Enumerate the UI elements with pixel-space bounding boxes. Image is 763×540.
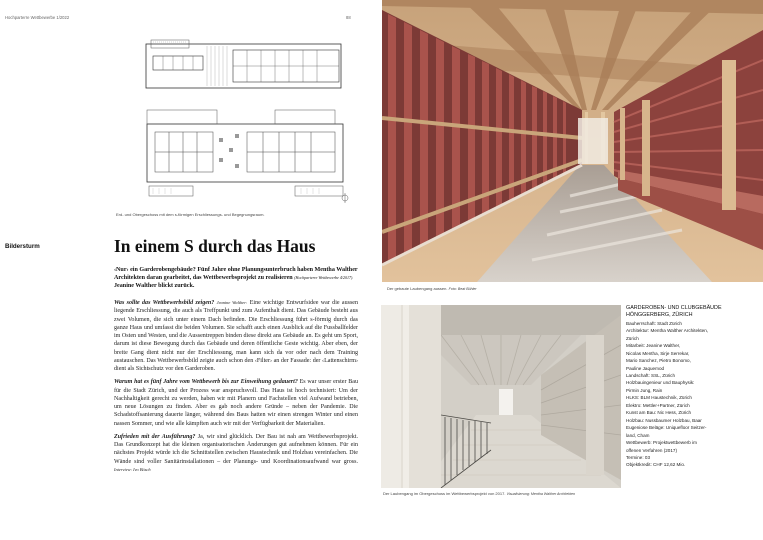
caption-credit: Visualisierung: Mentha Walther Architekten xyxy=(506,492,576,496)
plans-caption: Erd- und Obergeschoss mit dem s-förmigen Erschliessungs- und Begegnungsraum. xyxy=(116,212,265,217)
project-heading-2: HÖNGGERBERG, ZÜRICH xyxy=(626,312,693,319)
article-body xyxy=(114,299,358,479)
project-info xyxy=(626,305,758,469)
question: Zufrieden mit der Ausführung? xyxy=(114,433,196,440)
info-line: Termine: 03 xyxy=(626,454,650,460)
info-line: Zürich xyxy=(626,335,639,341)
render-competition-gallery xyxy=(381,305,621,488)
qa-2 xyxy=(114,378,358,428)
project-heading-1: GARDEROBEN- UND CLUBGEBÄUDE xyxy=(626,305,722,311)
top-photo-caption xyxy=(387,286,477,291)
info-line: Elektro: Mettler+Partner, Zürich xyxy=(626,402,690,408)
caption-text: Der gebaute Laubengang aussen. xyxy=(387,286,448,291)
running-header: Hochparterre Wettbewerbe 1/2022 xyxy=(5,15,70,20)
qa-1 xyxy=(114,299,358,373)
photo-built-gallery xyxy=(382,0,763,282)
question: Was sollte das Wettbewerbsbild zeigen? xyxy=(114,300,215,306)
qa-3 xyxy=(114,433,358,474)
section-tag: Bildersturm xyxy=(5,243,40,250)
info-line: HLKS: BLM Haustechnik, Zürich xyxy=(626,395,692,401)
caption-credit: Foto: Beat Bühler xyxy=(448,287,477,291)
bottom-render-caption xyxy=(383,491,575,496)
info-line: Wettbewerb: Projektwettbewerb im xyxy=(626,440,697,446)
article-lead xyxy=(114,266,358,291)
lead-text: ‹Nur› ein Garderobengebäude? Fünf Jahre ohne Planungsunterbruch haben Mentha Walther Architekten daran gearbeitet, das Wettbewerbsprojekt zu realisieren xyxy=(114,267,358,282)
article-title: In einem S durch das Haus xyxy=(114,236,316,256)
info-line: Landschaft: SSL, Zürich xyxy=(626,372,676,378)
page-number: 88 xyxy=(346,15,351,20)
speaker: Jeanine Walther: xyxy=(216,300,248,305)
info-line: Mario Sanchez, Pietro Bonomo, xyxy=(626,358,691,364)
info-line: Bauherrschaft: Stadt Zürich xyxy=(626,320,682,326)
info-line: Objektkredit: CHF 12,62 Mio. xyxy=(626,462,686,468)
info-line: Holzbau: Nussbaumer Holzbau, Baar xyxy=(626,417,702,423)
info-line: Nicolas Mentha, Sirje Serrekar, xyxy=(626,350,690,356)
caption-text: Der Laubengang im Obergeschoss im Wettbewerbsprojekt von 2017. xyxy=(383,491,506,496)
lead-source: (Hochparterre Wettbewerbe 4/2017). xyxy=(294,275,354,281)
interview-credit: Interview: Ivo Bösch xyxy=(114,466,151,472)
answer: Es war unser erster Bau für die Stadt Zürich, und der Prozess war anspruchsvoll. Das Haus ist hoch technisiert: Um der Nachhaltigkeit gerecht zu werden, haben wir mit Planern und Fachstellen viel Aufwand betrieben, um neue Lösungen zu finden. Aber es gab noch andere Gründe – neben der Pandemie. Die Schadstoffsanierung dauerte länger, während des Baus hatten wir einen strengen Winter und einen nassen Sommer, und wie alle kämpften auch wir mit der Verfügbarkeit der Materialien. xyxy=(114,379,358,427)
lead-author: Jeanine Walther blickt zurück. xyxy=(114,283,195,290)
info-line: Pauline Jaquemod xyxy=(626,365,665,371)
info-line: Pirmin Jung, Rain xyxy=(626,387,663,393)
floor-plan-ground xyxy=(145,104,353,204)
info-line: offenen Verfahren (2017) xyxy=(626,447,677,453)
answer: Eine wichtige Entwurfsidee war die aussen liegende Erschliessung, die auch als Treffpunkt und zum Aufenthalt dient. Das Gebäude besteht aus zwei Volumen, die sich unter einem Dach befinden. Die Erschliessung führt s-förmig durch das ganze Haus und umfasst die beiden Volumen. Sie schafft auch einen Ausblick auf die Fussballfelder im Osten und Westen, und die Aussentreppen binden diese direkt ans Gebäude an. Es geht um Sport, darum ist diese Bewegung durch das Gebäude und deren öffentliche Geste wichtig. Aber eben, der breite Gang dient nicht nur der Erschliessung, man kann sich da vor oder nach dem Training austauschen. Das Wettbewerbsbild zeigte auch schon den ‹Filter› an der Fassade: der ‹Lattenschirm› dient als Sichtschutz vor den Garderoben. xyxy=(114,300,359,372)
info-line: Eugeniose Beläge: Uniquefloor Seitzer- xyxy=(626,425,707,431)
info-line: Holzbauingenieur und Bauphysik: xyxy=(626,380,695,386)
question: Warum hat es fünf Jahre vom Wettbewerb bis zur Einweihung gedauert? xyxy=(114,379,298,386)
info-line: Mitarbeit: Jeanine Walther, xyxy=(626,343,681,349)
info-line: Kunst am Bau: Nic Hess, Zürich xyxy=(626,410,692,416)
floor-plan-upper xyxy=(145,36,345,94)
answer: Ja, wir sind glücklich. Der Bau ist nah am Wettbewerbsprojekt. Das Grundkonzept hat die kleinen organisatorischen Änderungen gut aufnehmen können. Für ein nächstes Projekt würde ich die Schnittstellen zwischen Haustechnik und Holzbau vereinfachen. Die Wände sind voller Sanitärinstallationen – der Planungs- und Koordinationsaufwand war gross. xyxy=(114,433,358,465)
info-line: land, Cham xyxy=(626,432,650,438)
info-line: Architektur: Mentha Walther Architekten, xyxy=(626,328,709,334)
